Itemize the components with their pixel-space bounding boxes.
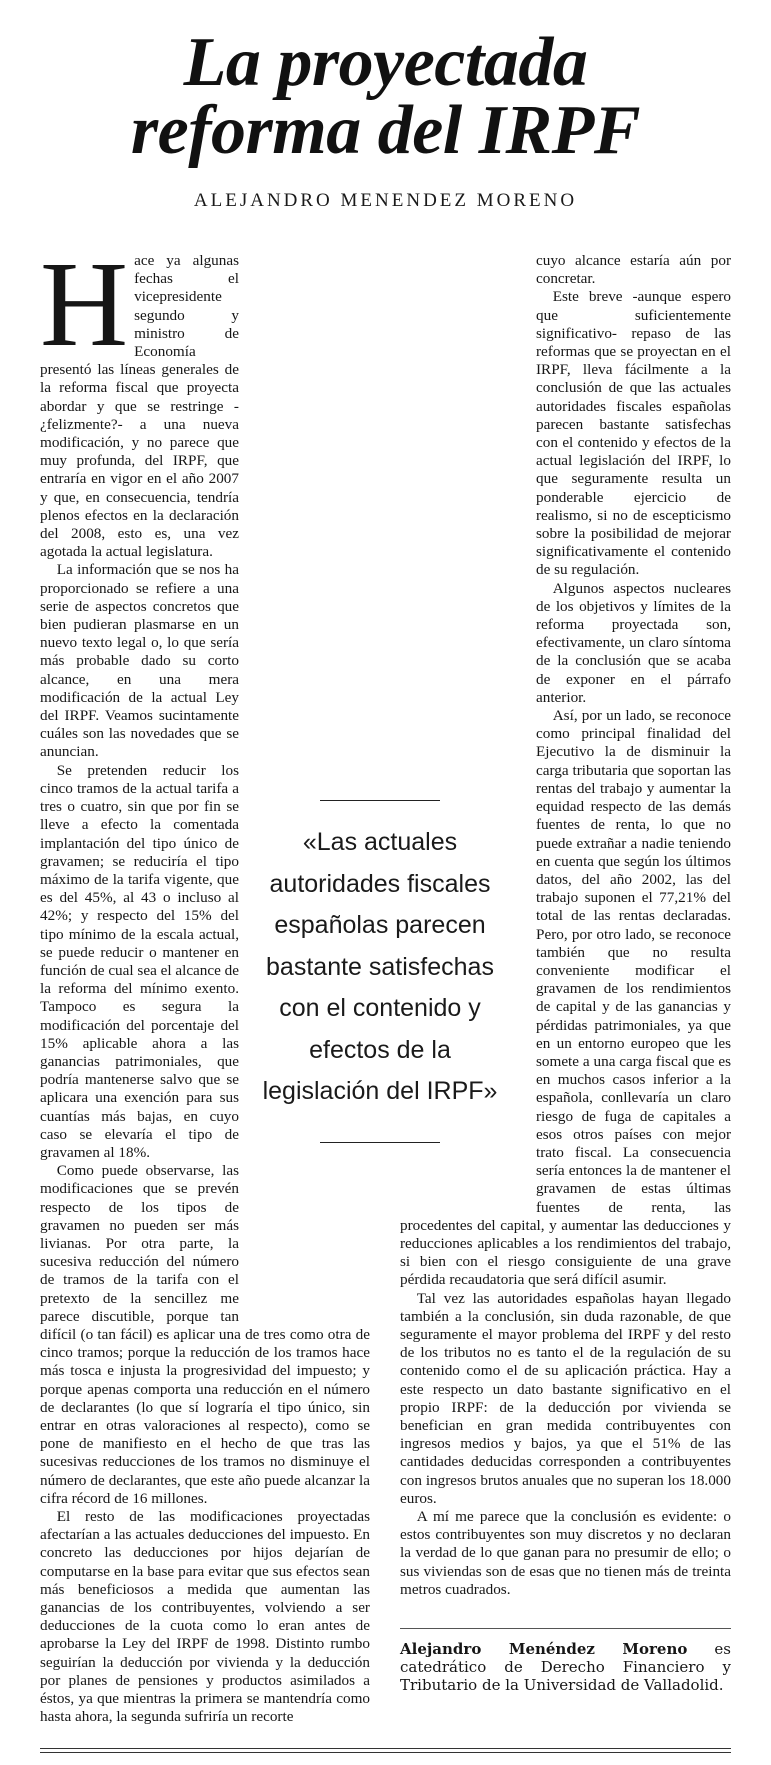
paragraph: La información que se nos ha proporcionado se refiere a una serie de aspectos concretos que bien pudieran plasmarse en un nuevo texto legal o, lo que sería más probable dado su corto alcance, en una mera modificación de la actual Ley del IRPF. Veamos sucintamente cuáles son las novedades que se anuncian. (40, 561, 239, 761)
headline-line-2: reforma del IRPF (130, 92, 641, 169)
paragraph: Tal vez las autoridades españolas hayan llegado también a la conclusión, sin duda razonable, de que seguramente el mayor problema del IRPF y del resto de los tributos no es tanto el de la regulación de su contenido como el de su aplicación práctica. Hay a este respecto un dato bastante significativo en el propio IRPF: de la deducción por vivienda se benefician en gran medida contribuyentes con ingresos medios y bajos, ya que el 51% de las cantidades deducidas corresponden a contribuyentes con ingresos brutos anuales que no superan los 18.000 euros. (400, 1289, 731, 1507)
footer-rule (40, 1748, 731, 1749)
paragraph: Este breve -aunque espero que suficientemente significativo- repaso de las reformas que se proyectan en el IRPF, lleva fácilmente a la conclusión de que las actuales autoridades fiscales españolas parecen bastante satisfechas con el contenido y efectos de la actual legislación del IRPF, lo que seguramente resulta un ponderable ejercicio de realismo, si no de escepticismo sobre la posibilidad de mejorar significativamente el contenido de su regulación. (536, 288, 731, 579)
paragraph: ace ya algunas fechas el vicepresidente segundo y ministro de Economía presentó las líneas generales de la reforma fiscal que proyecta abordar y que se restringe -¿felizmente?- a una nueva modificación, y no parece que muy profunda, del IRPF, que entraría en vigor en el año 2007 y que, en consecuencia, tendría plenos efectos en la declaración del 2008, esto es, una vez agotada la actual legislatura. (40, 252, 239, 561)
bio-divider (400, 1628, 731, 1629)
paragraph: Como puede observarse, las modificaciones que se prevén respecto de los tipos de gravamen no pueden ser más livianas. Por otra parte, la sucesiva reducción del número de tramos de la tarifa con el pretexto de la sencillez me parece discutible, porque tan difícil (o tan fácil) es aplicar una de tres como otra de cinco tramos; porque la reducción de los tramos hace más tosca e injusta la progresividad del impuesto; y porque apenas comporta una reducción en el número de declarantes (lo que sí lograría el tipo único, sin entrar en otras valoraciones al respecto), como se pone de manifiesto en el hecho de que tras las sucesivas reducciones de los tramos no disminuye el número de declarantes, que este año puede alcanzar la cifra récord de 16 millones. (40, 1162, 370, 1507)
pull-quote: «Las actuales autoridades fiscales españolas parecen bastante satisfechas con el contenido y efectos de la legislación del IRPF» (262, 828, 498, 1105)
paragraph: El resto de las modificaciones proyectadas afectarían a las actuales deducciones del impuesto. En concreto las deducciones por hijos dejarían de computarse en la base para evitar que sus efectos sean más beneficiosos a medida que aumentan las ganancias de los contribuyentes, volviendo a ser deducciones de la cuota como lo eran antes de aprobarse la Ley del IRPF de 1998. Distinto rumbo seguirían la deducción por vivienda y la deducción por planes de pensiones y productos asimilados a éstos, ya que mientras la primera se mantendría como hasta ahora, la segunda sufriría un recorte (40, 1508, 370, 1726)
bio-description: es catedrático de Derecho Financiero y Tributario de la Universidad de Valladolid. (400, 1640, 732, 1694)
headline-line-1: La proyectada (183, 24, 588, 101)
paragraph: Algunos aspectos nucleares de los objetivos y límites de la reforma proyectada son, efectivamente, un claro síntoma de la conclusión que se acaba de exponer en el párrafo anterior. (536, 579, 731, 706)
author-bio (400, 1640, 731, 1694)
paragraph: Así, por un lado, se reconoce como principal finalidad del Ejecutivo la de disminuir la carga tributaria que soportan las rentas del trabajo y aumentar la equidad respecto de las demás fuentes de renta, lo que no puede extrañar a nadie teniendo en cuenta que según los últimos datos, del año 2002, las del trabajo suponen el 77,21% del total de las rentas declaradas. Pero, por otro lado, se reconoce también que no resulta conveniente modificar el gravamen de los rendimientos de capital y de las ganancias y pérdidas patrimoniales, ya que en un entorno europeo que les somete a una carga fiscal que es en muchos casos inferior a la española, conllevaría un claro riesgo de fuga de capitales a esos otros países con mejor trato fiscal. La consecuencia sería entonces la de mantener el gravamen de estas últimas fuentes de renta, las procedentes del capital, y aumentar las deducciones y reducciones aplicables a los rendimientos del trabajo, si bien con el riesgo consiguiente de una grave pérdida recaudatoria que será difícil asumir. (400, 707, 731, 1289)
pullquote-rule-bottom (320, 1142, 440, 1143)
paragraph: Se pretenden reducir los cinco tramos de la actual tarifa a tres o cuatro, sin que por fin se lleve a efecto la comentada implantación del tipo único de gravamen; se reduciría el tipo máximo de la tarifa vigente, que es del 45%, al 43 o incluso al 42%; y respecto del 15% del tipo mínimo de la escala actual, se puede reducir o mantener en función de cual sea el alcance de la reforma del mínimo exento. Tampoco es segura la modificación del porcentaje del 15% aplicable ahora a las ganancias patrimoniales, que podría mantenerse salvo que se aplicara una exención para sus cuantías más bajas, en cuyo caso se elevaría el tipo de gravamen al 18%. (40, 761, 240, 1161)
byline: ALEJANDRO MENENDEZ MORENO (193, 190, 578, 211)
pullquote-rule-top (320, 800, 440, 801)
paragraph: cuyo alcance estaría aún por concretar. (536, 252, 731, 288)
footer-rule (40, 1752, 731, 1753)
drop-cap: H (40, 237, 129, 372)
bio-author-name: Alejandro Menéndez Moreno (400, 1640, 688, 1658)
paragraph: A mí me parece que la conclusión es evidente: o estos contribuyentes son muy discretos y no declaran la verdad de lo que ganan para no presumir de ello; o sus viviendas son de esas que no tienen más de treinta metros cuadrados. (400, 1508, 731, 1598)
